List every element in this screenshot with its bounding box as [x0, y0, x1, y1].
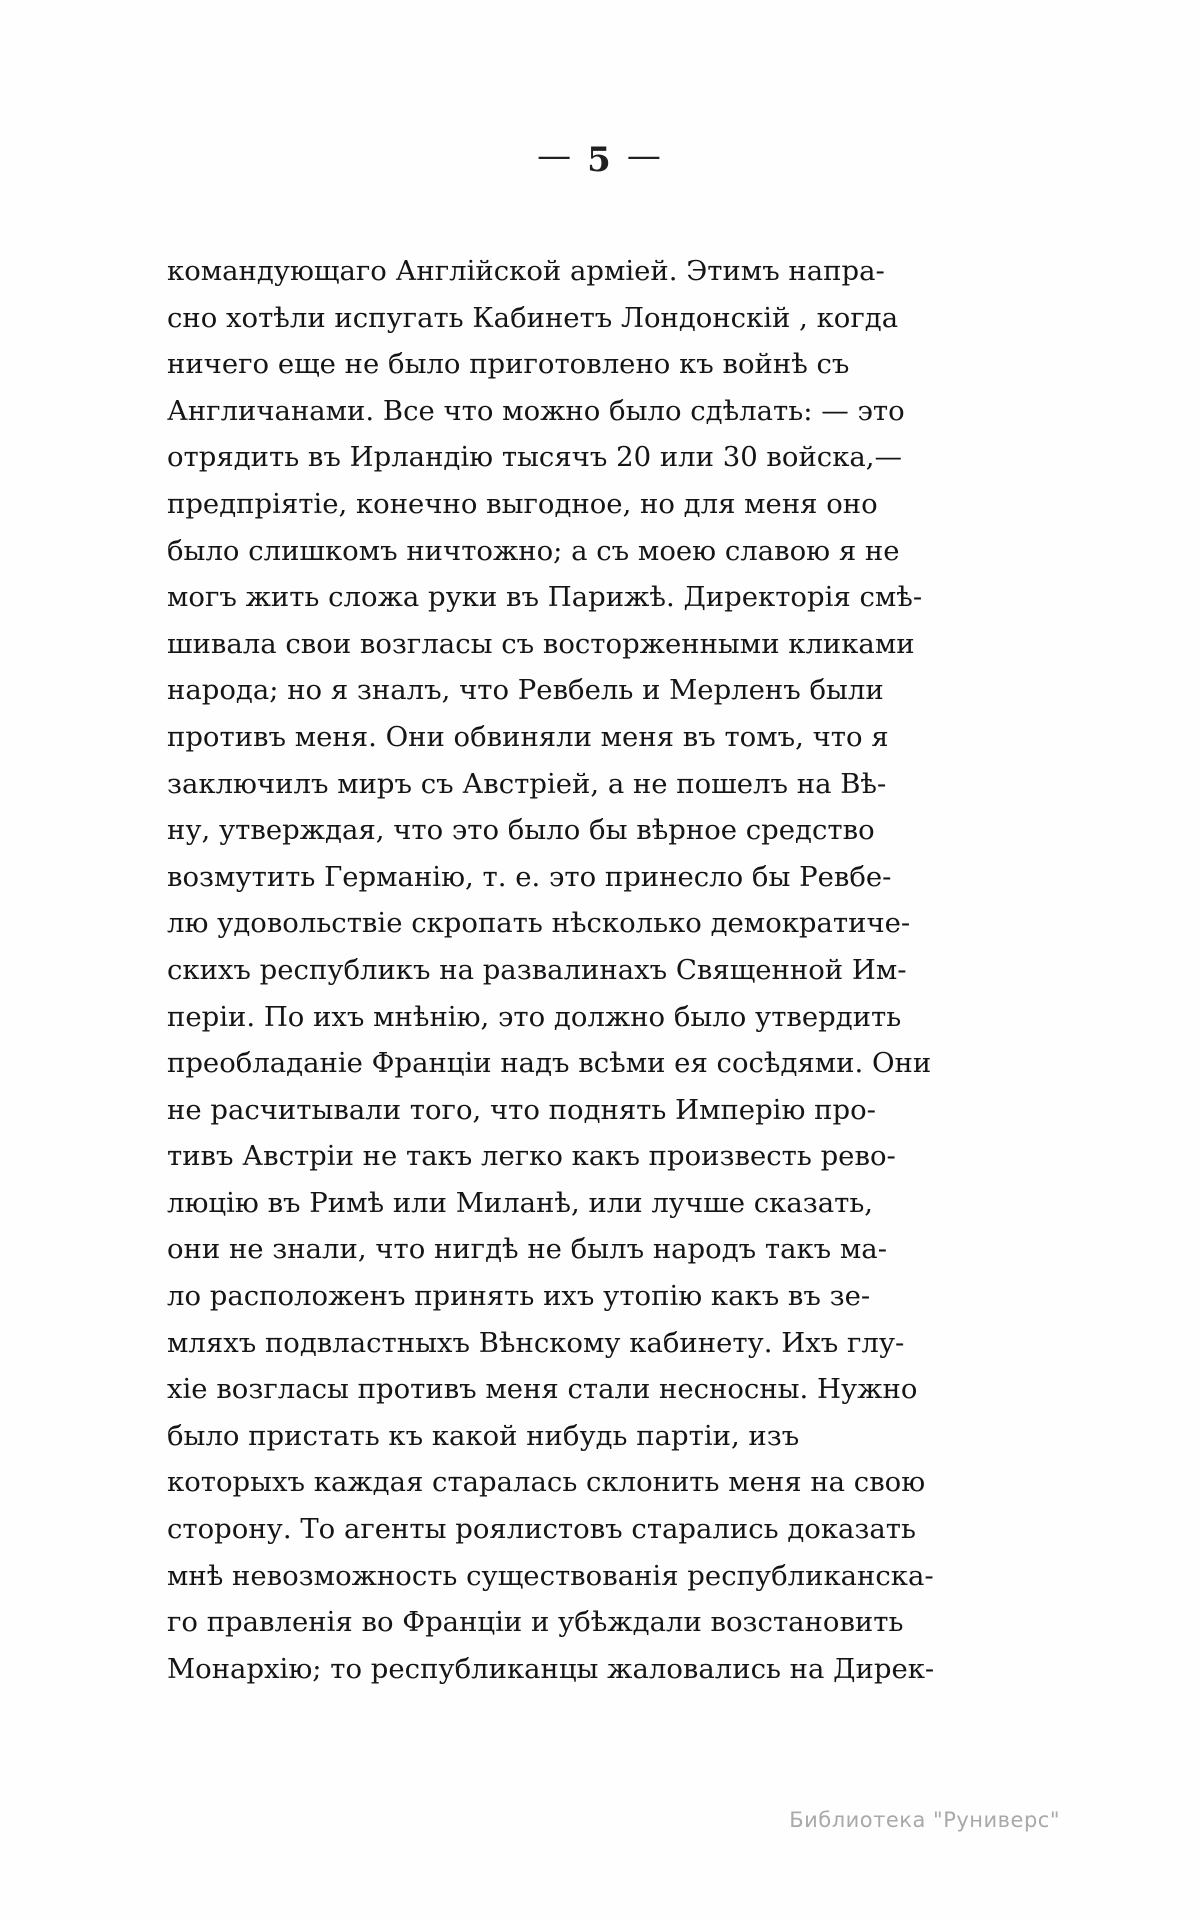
- text-line: люцію въ Римѣ или Миланѣ, или лучше сказать,: [167, 1186, 874, 1219]
- text-line: лю удовольствіе скропать нѣсколько демократиче-: [167, 907, 911, 940]
- text-line: предпріятіе, конечно выгодное, но для меня оно: [167, 487, 878, 520]
- text-line: народа; но я зналъ, что Ревбель и Мерленъ были: [167, 674, 884, 707]
- text-line: мнѣ невозможность существованія республиканска-: [167, 1559, 934, 1592]
- page-number-dash-right: —: [626, 136, 663, 176]
- text-line: го правленія во Франціи и убѣждали возстановить: [167, 1606, 904, 1639]
- text-line: противъ меня. Они обвиняли меня въ томъ, что я: [167, 720, 889, 753]
- text-line: было слишкомъ ничтожно; а съ моею славою я не: [167, 534, 900, 567]
- text-line: командующаго Англійской арміей. Этимъ напра-: [167, 255, 885, 287]
- paragraph: [167, 248, 1033, 1692]
- text-line: могъ жить сложа руки въ Парижѣ. Директорія смѣ-: [167, 581, 923, 614]
- page-number-dash-left: —: [537, 136, 574, 176]
- text-line: Англичанами. Все что можно было сдѣлать: — это: [167, 394, 905, 427]
- text-line: тивъ Австріи не такъ легко какъ произвесть рево-: [167, 1140, 896, 1173]
- text-line: было пристать къ какой нибудь партіи, изъ: [167, 1419, 800, 1452]
- text-line: ничего еще не было приготовлено къ войнѣ съ: [167, 348, 850, 381]
- text-line: заключилъ миръ съ Австріей, а не пошелъ на Вѣ-: [167, 767, 887, 800]
- text-line: которыхъ каждая старалась склонить меня на свою: [167, 1466, 926, 1499]
- text-line: скихъ республикъ на развалинахъ Священной Им-: [167, 953, 907, 986]
- body-text: [167, 248, 1033, 1692]
- page-number: [0, 136, 1200, 180]
- text-line: Монархію; то республиканцы жаловались на Дирек-: [167, 1652, 935, 1685]
- text-line: преобладаніе Франціи надъ всѣми ея сосѣдями. Они: [167, 1047, 932, 1080]
- text-line: возмутить Германію, т. е. это принесло бы Ревбе-: [167, 860, 892, 893]
- text-line: сно хотѣли испугать Кабинетъ Лондонскій , когда: [167, 301, 899, 334]
- text-line: періи. По ихъ мнѣнію, это должно было утвердить: [167, 1000, 902, 1033]
- library-watermark: Библиотека "Руниверс": [789, 1808, 1060, 1832]
- text-line: не расчитывали того, что поднять Имперію про-: [167, 1093, 876, 1126]
- text-line: они не знали, что нигдѣ не былъ народъ такъ ма-: [167, 1233, 887, 1266]
- text-line: мляхъ подвластныхъ Вѣнскому кабинету. Ихъ глу-: [167, 1326, 905, 1359]
- text-line: хіе возгласы противъ меня стали несносны. Нужно: [167, 1373, 918, 1406]
- text-line: отрядить въ Ирландію тысячъ 20 или 30 войска,—: [167, 441, 903, 474]
- text-line: шивала свои возгласы съ восторженными кликами: [167, 627, 915, 660]
- page-number-value: 5: [587, 140, 613, 180]
- text-line: ло расположенъ принять ихъ утопію какъ въ зе-: [167, 1280, 871, 1313]
- text-line: ну, утверждая, что это было бы вѣрное средство: [167, 814, 875, 847]
- text-line: сторону. То агенты роялистовъ старались доказать: [167, 1513, 916, 1546]
